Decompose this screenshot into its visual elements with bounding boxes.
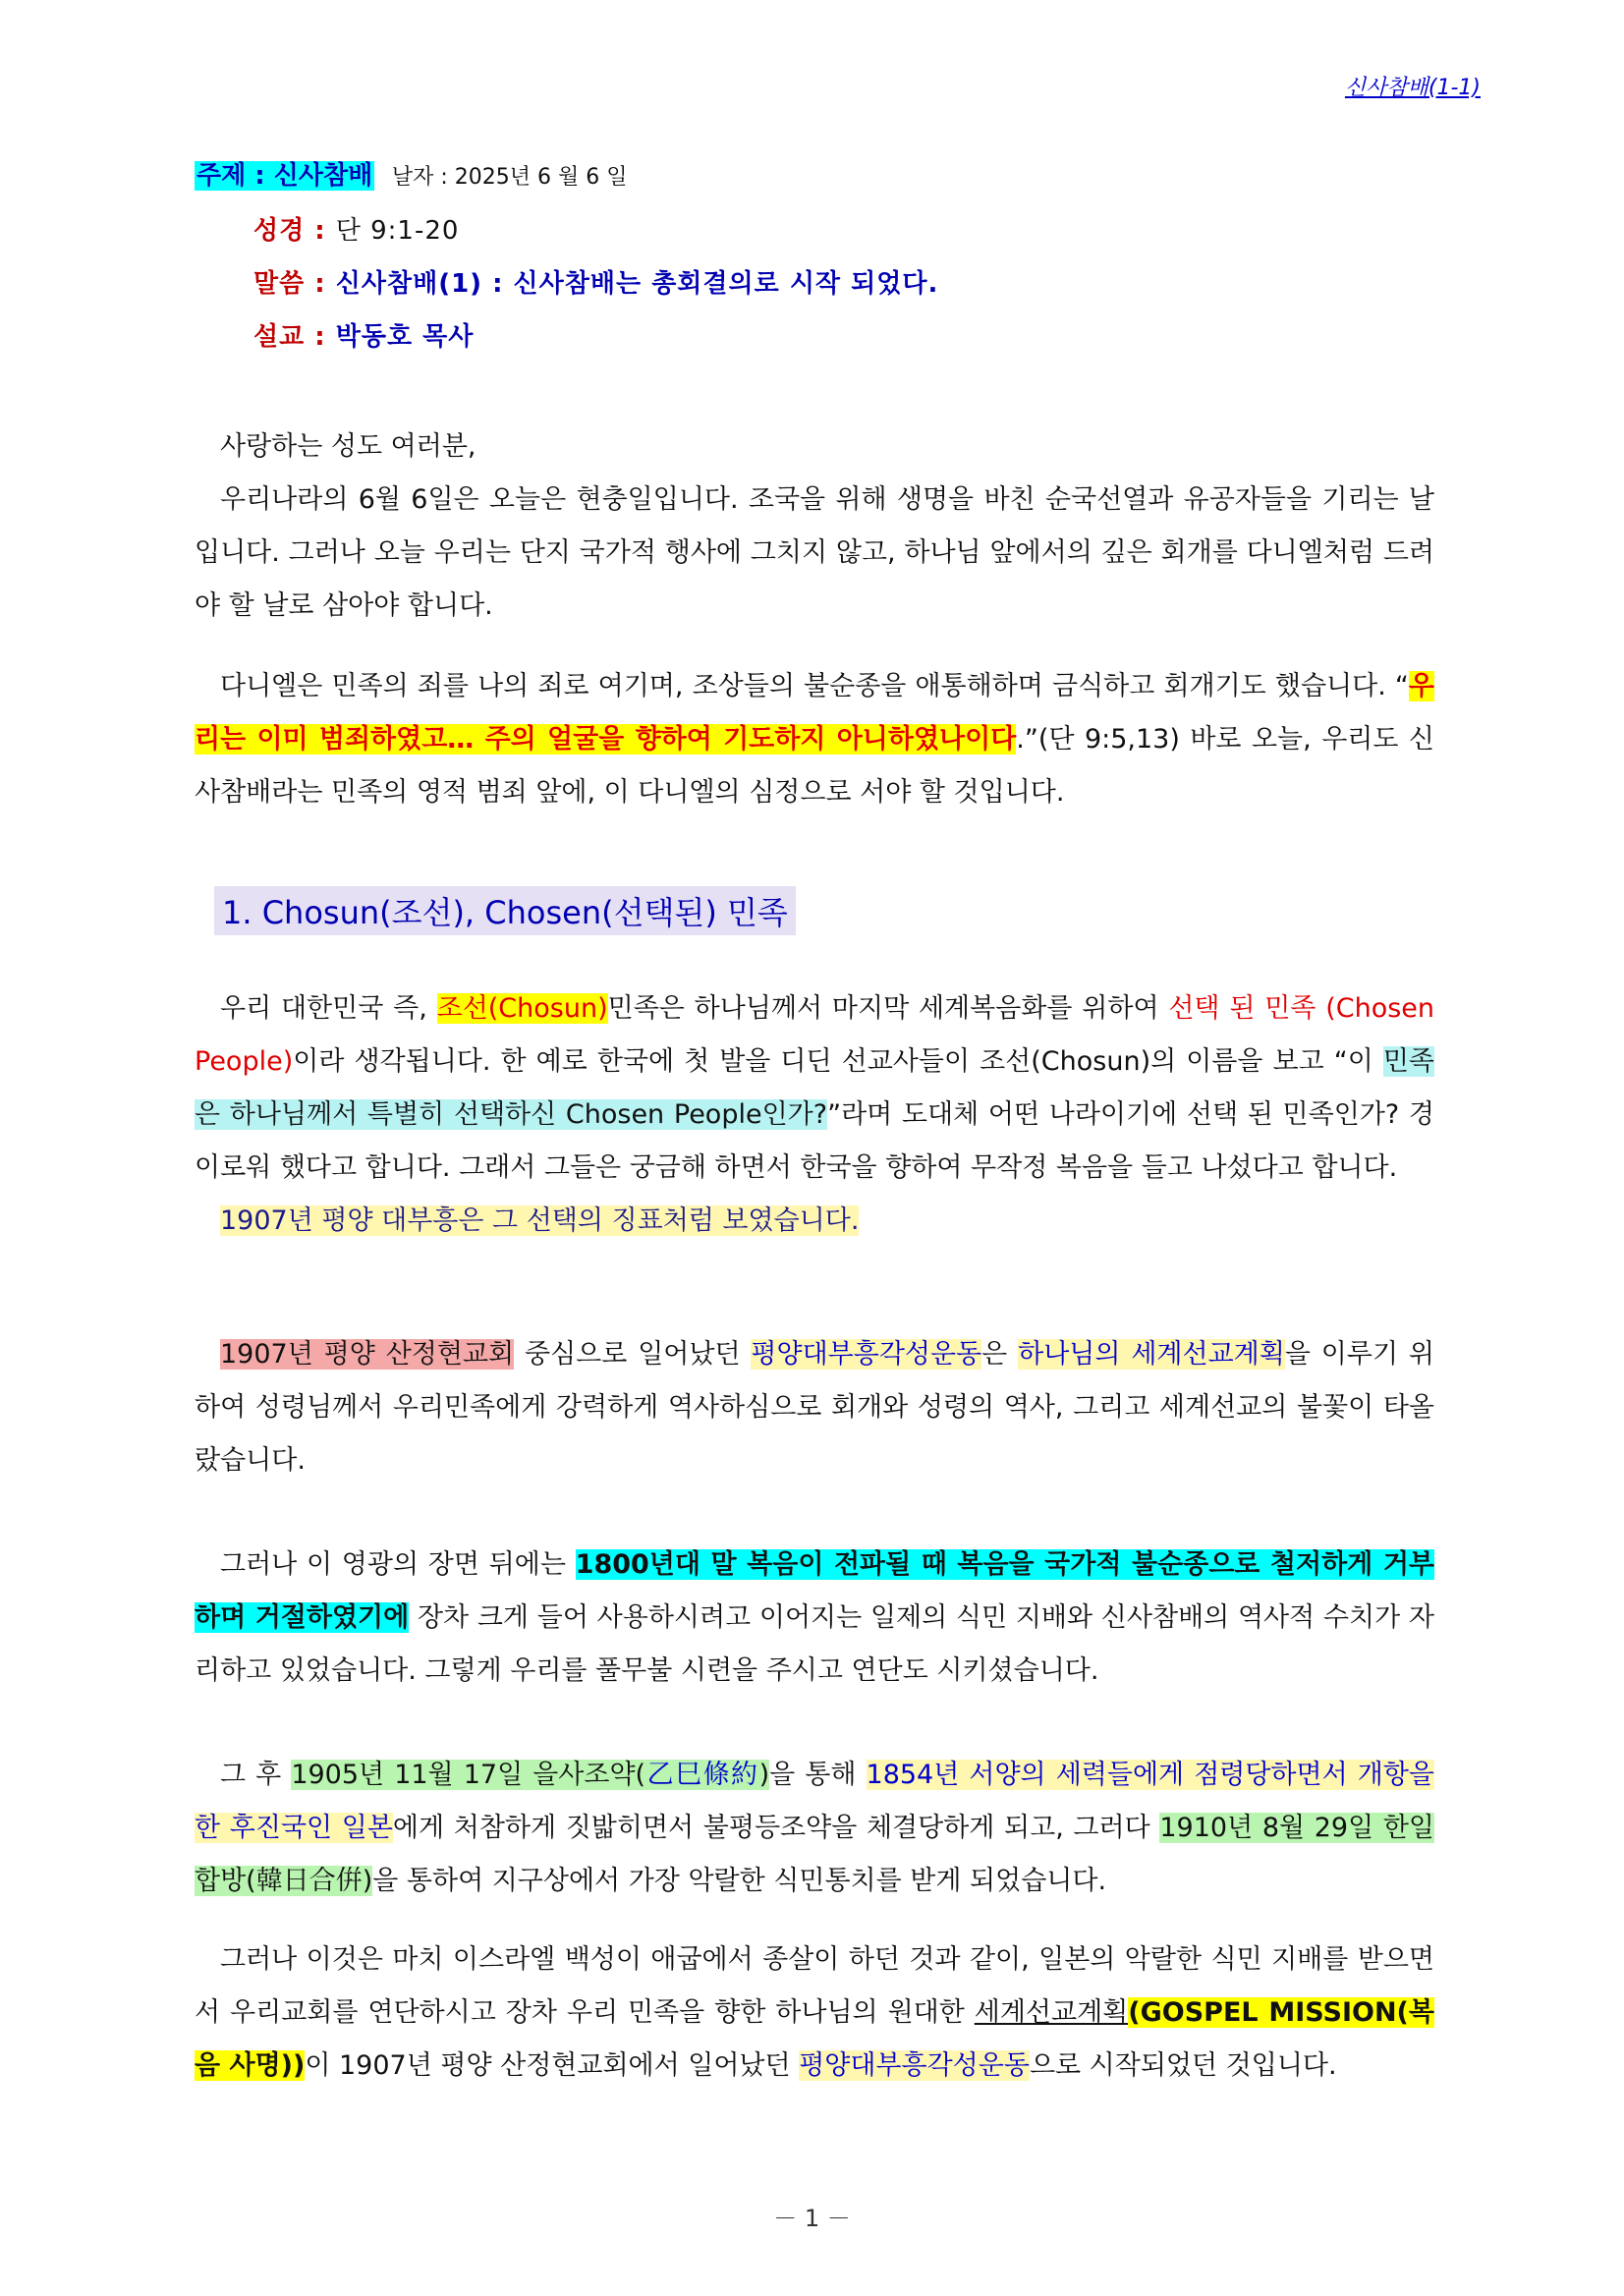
sermon-line (253, 263, 938, 300)
daniel-text-b: .”(단 9:5,13) 바로 오늘, 우리도 신사참배라는 민족의 영적 범죄 앞에, 이 다니엘의 심정으로 서야 할 것입니다. (195, 724, 1434, 808)
paragraph-treaty (195, 1749, 1434, 1908)
glory-text-b: 장차 크게 들어 사용하시려고 이어지는 일제의 식민 지배와 신사참배의 역사적 수치가 자리하고 있었습니다. 그렇게 우리를 풀무불 시련을 주시고 연단도 시키셨습니다. (195, 1602, 1434, 1686)
plan-highlight: 하나님의 세계선교계획 (1018, 1339, 1285, 1370)
subject: 주제 : 신사참배 (196, 161, 373, 191)
refusal-highlight: 1800년대 말 복음이 전파될 때 복음을 국가적 불순종으로 철저하게 거부하며 거절하였기에 (195, 1549, 1434, 1633)
revival-note: 1907년 평양 대부흥은 그 선택의 징표처럼 보였습니다. (220, 1205, 860, 1236)
paragraph-chosen (195, 982, 1434, 1248)
sermon-value: 신사참배(1) : 신사참배는 총회결의로 시작 되었다. (335, 269, 939, 299)
mission-movement: 평양대부흥각성운동 (799, 2050, 1030, 2081)
chosen-people: 선택 된 민족 (Chosen People) (195, 993, 1435, 1077)
paragraph-revival (195, 1328, 1434, 1487)
daniel-quote: 우리는 이미 범죄하였고… 주의 얼굴을 향하여 기도하지 아니하였나이다 (195, 671, 1434, 755)
sermon-label: 말씀 : (253, 269, 336, 299)
page-number: － 1 － (773, 2205, 851, 2232)
mission-text-a: 그러나 이것은 마치 이스라엘 백성이 애굽에서 종살이 하던 것과 같이, 일본의 악랄한 식민 지배를 받으면서 우리교회를 연단하시고 장차 우리 민족을 향한 하나님의 원대한 (195, 1944, 1434, 2028)
mission-text-c: 으로 시작되었던 것입니다. (1029, 2050, 1337, 2081)
chosen-text-b: 민족은 하나님께서 마지막 세계복음화를 위하여 (607, 993, 1169, 1024)
chosen-text-c: 이라 생각됩니다. 한 예로 한국에 첫 발을 디딘 선교사들이 조선(Chosun)의 이름을 보고 “이 (293, 1046, 1383, 1077)
glory-text-a: 그러나 이 영광의 장면 뒤에는 (220, 1549, 576, 1580)
meta-line (195, 155, 627, 192)
treaty-date: 1905년 11월 17일 을사조약(乙巳條約) (291, 1760, 770, 1790)
intro-text: 우리나라의 6월 6일은 오늘은 현충일입니다. 조국을 위해 생명을 바친 순국선열과 유공자들을 기리는 날입니다. 그러나 오늘 우리는 단지 국가적 행사에 그치지 않고, 하나님 앞에서의 깊은 회개를 다니엘처럼 드려야 할 날로 삼아야 합니다. (195, 484, 1434, 621)
daniel-text-a: 다니엘은 민족의 죄를 나의 죄로 여기며, 조상들의 불순종을 애통해하며 금식하고 회개기도 했습니다. “ (220, 671, 1409, 701)
chosun-highlight: 조선(Chosun) (436, 993, 608, 1024)
paragraph-daniel (195, 660, 1434, 819)
paragraph-mission (195, 1933, 1434, 2093)
chosen-text-d: ”라며 도대체 어떤 나라이기에 선택 된 민족인가? 경이로워 했다고 합니다. 그래서 그들은 궁금해 하면서 한국을 향하여 무작정 복음을 들고 나섰다고 합니다. (195, 1099, 1434, 1183)
scripture-label: 성경 : (253, 216, 336, 246)
revival-text-c: 을 이루기 위하여 성령님께서 우리민족에게 강력하게 역사하심으로 회개와 성령의 역사, 그리고 세계선교의 불꽃이 타올랐습니다. (195, 1339, 1435, 1476)
scripture-value: 단 9:1-20 (335, 216, 460, 246)
preacher-label: 설교 : (253, 322, 336, 352)
header-tag: 신사참배(1-1) (1344, 76, 1481, 100)
scripture-line (253, 210, 459, 247)
chosen-text-a: 우리 대한민국 즉, (220, 993, 437, 1024)
treaty-hanja: 乙巳條約 (645, 1760, 759, 1790)
mission-text-b: 이 1907년 평양 산정현교회에서 일어났던 (305, 2050, 800, 2081)
paragraph-intro (195, 420, 1434, 633)
treaty-text-d: 을 통하여 지구상에서 가장 악랄한 식민통치를 받게 되었습니다. (372, 1866, 1107, 1896)
church-highlight: 1907년 평양 산정현교회 (220, 1339, 515, 1370)
movement-highlight: 평양대부흥각성운동 (751, 1339, 982, 1370)
section-title: 1. Chosun(조선), Chosen(선택된) 민족 (214, 886, 796, 935)
treaty-text-b: 을 통해 (769, 1760, 867, 1790)
preacher-value: 박동호 목사 (335, 322, 475, 352)
revival-text-b: 은 (981, 1339, 1019, 1370)
date: 날자 : 2025년 6 월 6 일 (391, 165, 628, 190)
greeting: 사랑하는 성도 여러분, (220, 431, 476, 462)
paragraph-glory (195, 1539, 1434, 1698)
gospel-highlight: (GOSPEL MISSION(복음 사명)) (195, 1997, 1434, 2081)
missionary-quote: 민족은 하나님께서 특별히 선택하신 Chosen People인가? (195, 1046, 1434, 1130)
mission-plan: 세계선교계획 (974, 1997, 1129, 2028)
revival-text-a: 중심으로 일어났던 (514, 1339, 752, 1370)
japan-highlight: 1854년 서양의 세력들에게 점령당하면서 개항을 한 후진국인 일본 (195, 1760, 1435, 1843)
treaty-text-c: 에게 처참하게 짓밟히면서 불평등조약을 체결당하게 되고, 그러다 (392, 1813, 1160, 1843)
annexation-highlight: 1910년 8월 29일 한일합방(韓日合倂) (195, 1813, 1435, 1896)
treaty-text-a: 그 후 (220, 1760, 292, 1790)
preacher-line (253, 316, 474, 353)
